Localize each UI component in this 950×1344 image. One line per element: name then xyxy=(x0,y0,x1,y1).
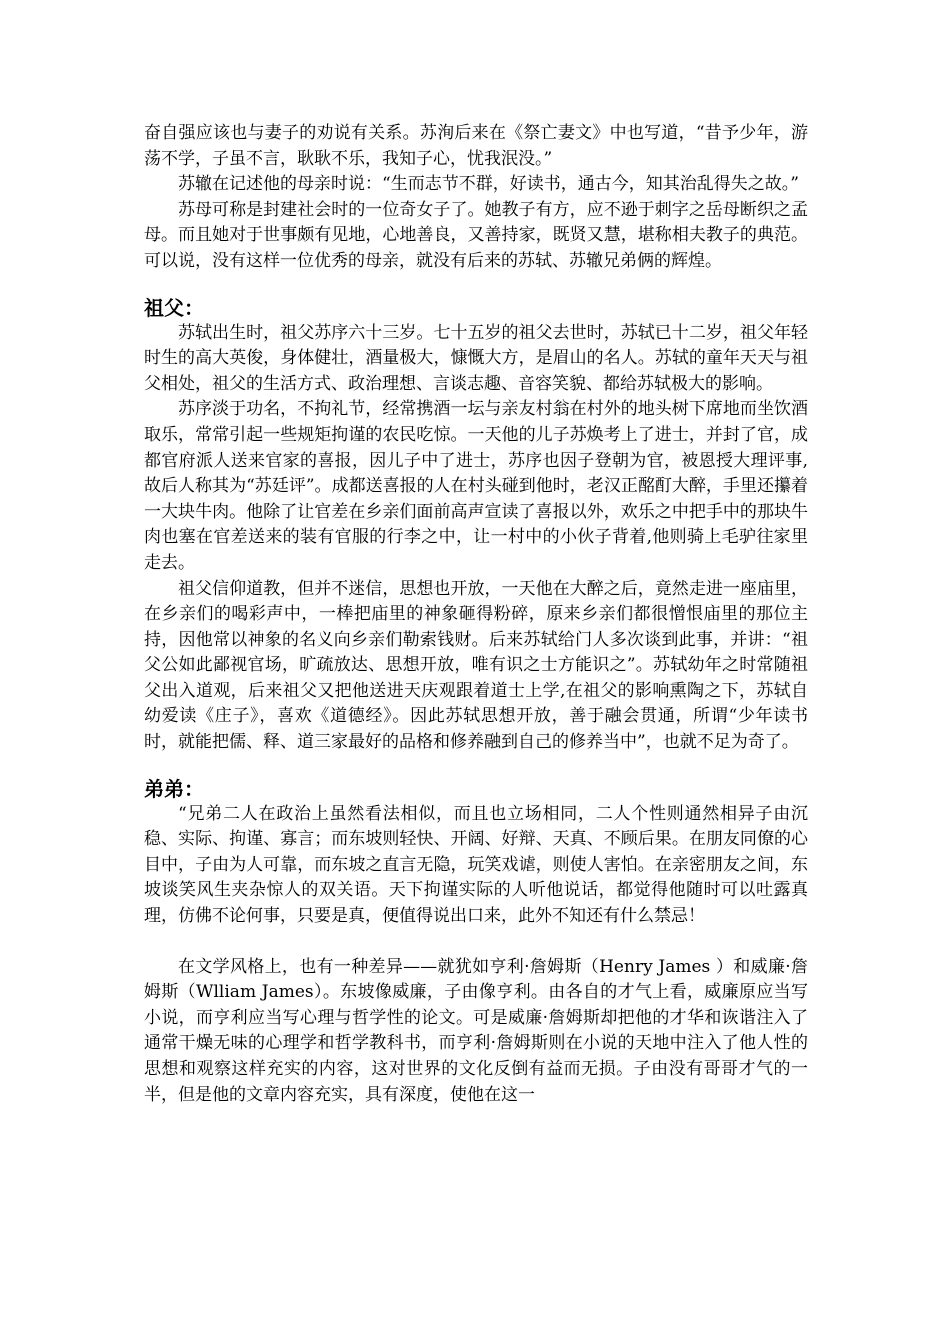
brother-paragraph-1: “兄弟二人在政治上虽然看法相似，而且也立场相同，二人个性则通然相异子由沉稳、实际、拘谨、寡言；而东坡则轻快、开阔、好辩、天真、不顾后果。在朋友同僚的心目中，子由为人可靠，而东坡之直言无隐，玩笑戏谑，则使人害怕。在亲密朋友之间，东坡谈笑风生夹杂惊人的双关语。天下拘谨实际的人听他说话，都觉得他随时可以吐露真理，仿佛不论何事，只要是真，便值得说出口来，此外不知还有什么禁忌！ xyxy=(144,803,808,927)
intro-paragraph-1: 奋自强应该也与妻子的劝说有关系。苏洵后来在《祭亡妻文》中也写道，“昔予少年，游荡不学，子虽不言，耿耿不乐，我知子心，忧我泯没。” xyxy=(144,123,808,169)
grandfather-paragraph-3: 祖父信仰道教，但并不迷信，思想也开放，一天他在大醉之后，竟然走进一座庙里，在乡亲们的喝彩声中，一棒把庙里的神象砸得粉碎，原来乡亲们都很憎恨庙里的那位主持，因他常以神象的名义向乡亲们勒索钱财。后来苏轼给门人多次谈到此事，并讲：“祖父公如此鄙视官场，旷疏放达、思想开放，唯有识之士方能识之”。苏轼幼年之时常随祖父出入道观，后来祖父又把他送进天庆观跟着道士上学,在祖父的影响熏陶之下，苏轼自幼爱读《庄子》，喜欢《道德经》。因此苏轼思想开放，善于融会贯通，所谓“少年读书时，就能把儒、释、道三家最好的品格和修养融到自己的修养当中”，也就不足为奇了。 xyxy=(144,578,808,753)
grandfather-paragraph-1: 苏轼出生时，祖父苏序六十三岁。七十五岁的祖父去世时，苏轼已十二岁，祖父年轻时生的高大英俊，身体健壮，酒量极大，慷慨大方，是眉山的名人。苏轼的童年天天与祖父相处，祖父的生活方式、政治理想、言谈志趣、音容笑貌、都给苏轼极大的影响。 xyxy=(144,322,808,394)
intro-paragraph-2: 苏辙在记述他的母亲时说：“生而志节不群，好读书，通古今，知其治乱得失之故。” xyxy=(178,174,799,195)
section-spacer xyxy=(144,275,808,295)
grandfather-paragraph-2: 苏序淡于功名，不拘礼节，经常携酒一坛与亲友村翁在村外的地头树下席地而坐饮酒取乐，常常引起一些规矩拘谨的农民吃惊。一天他的儿子苏焕考上了进士，并封了官，成都官府派人送来官家的喜报，因儿子中了进士，苏序也因子登朝为官，被恩授大理评事,故后人称其为“苏廷评”。成都送喜报的人在村头碰到他时，老汉正酩酊大醉，手里还攥着一大块牛肉。他除了让官差在乡亲们面前高声宣读了喜报以外，欢乐之中把手中的那块牛肉也塞在官差送来的装有官服的行李之中，让一村中的小伙子背着,他则骑上毛驴往家里走去。 xyxy=(144,399,808,573)
document-page xyxy=(144,121,808,1108)
section-heading-grandfather: 祖父： xyxy=(144,295,204,320)
brother-paragraph-2: 在文学风格上，也有一种差异——就犹如亨利·詹姆斯（Henry James ）和威廉·詹姆斯（Wlliam James）。东坡像威廉，子由像亨利。由各自的才气上看，威廉原应当写小说，而亨利应当写心理与哲学性的论文。可是威廉·詹姆斯却把他的才华和诙谐注入了通常干燥无味的心理学和哲学教科书，而亨利·詹姆斯则在小说的天地中注入了他人性的思想和观察这样充实的内容，这对世界的文化反倒有益而无损。子由没有哥哥才气的一半，但是他的文章内容充实，具有深度，使他在这一 xyxy=(144,956,808,1105)
blank-line xyxy=(144,930,808,955)
section-spacer xyxy=(144,756,808,776)
intro-paragraph-3: 苏母可称是封建社会时的一位奇女子了。她教子有方，应不逊于刺字之岳母断织之孟母。而且她对于世事颇有见地，心地善良，又善持家，既贤又慧，堪称相夫教子的典范。可以说，没有这样一位优秀的母亲，就没有后来的苏轼、苏辙兄弟俩的辉煌。 xyxy=(144,199,808,271)
section-heading-brother: 弟弟： xyxy=(144,776,204,801)
